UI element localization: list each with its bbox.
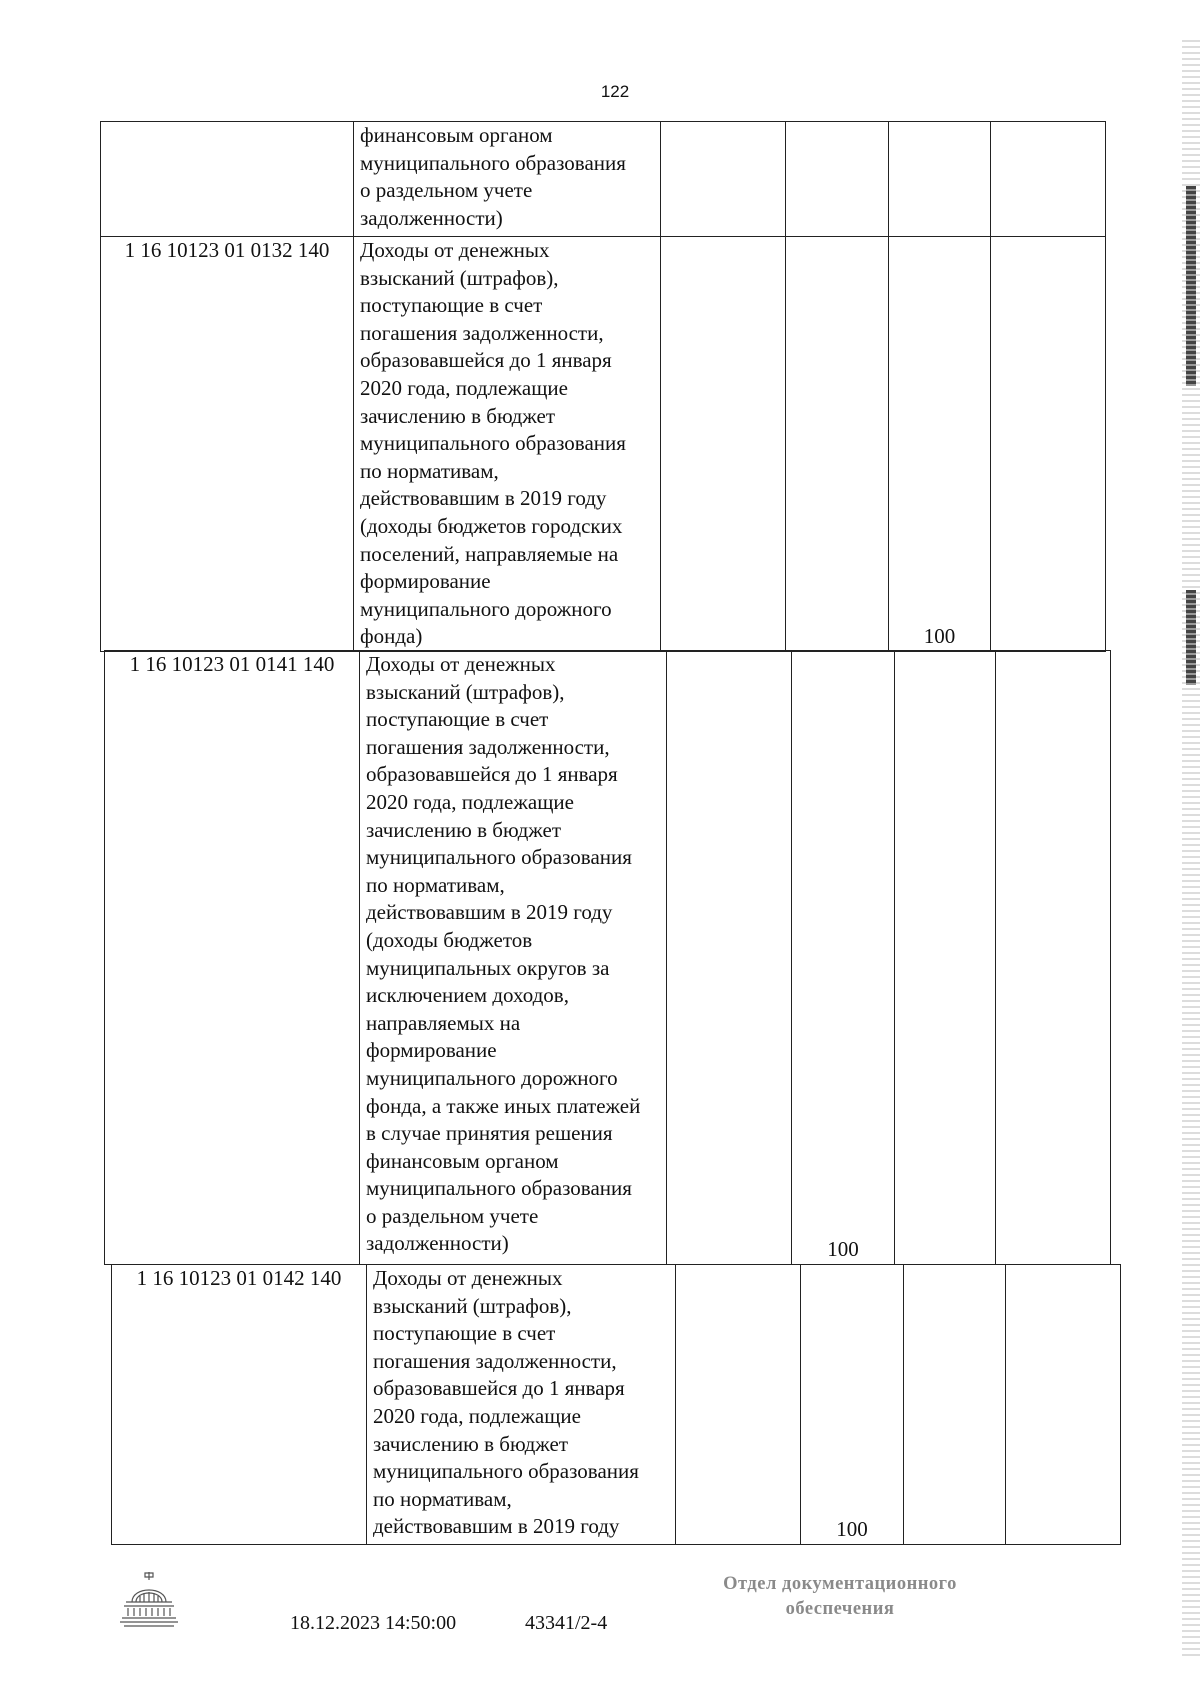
duma-logo-icon: [118, 1568, 180, 1630]
value-cell: [1006, 1265, 1121, 1545]
value-cell: [895, 651, 996, 1265]
value-cell: [661, 122, 786, 237]
value-cell: [904, 1265, 1006, 1545]
value-cell: [889, 122, 991, 237]
value-cell: [667, 651, 792, 1265]
value-cell: [996, 651, 1111, 1265]
budget-code-cell: 1 16 10123 01 0132 140: [101, 237, 354, 652]
value-cell: [991, 122, 1106, 237]
budget-table-part-2: [104, 650, 1111, 1265]
value-cell: 100: [801, 1265, 904, 1545]
budget-table-part-1: [100, 121, 1106, 652]
budget-code-cell: [101, 122, 354, 237]
value-cell: 100: [792, 651, 895, 1265]
value-cell: 100: [889, 237, 991, 652]
table-row: [101, 122, 1106, 237]
value-cell: [661, 237, 786, 652]
budget-table-part-3: [111, 1264, 1121, 1545]
value-cell: [991, 237, 1106, 652]
table-row: [105, 651, 1111, 1265]
description-cell: финансовым органом муниципального образования о раздельном учете задолженности): [354, 122, 661, 237]
document-number: 43341/2-4: [525, 1612, 608, 1634]
registration-datetime: 18.12.2023 14:50:00: [290, 1612, 457, 1634]
department-stamp: [705, 1572, 975, 1622]
value-cell: [786, 237, 889, 652]
table-row: [101, 237, 1106, 652]
description-cell: Доходы от денежных взысканий (штрафов), поступающие в счет погашения задолженности, образовавшейся до 1 января 2020 года, подлежащие зачислению в бюджет муниципального образования по нормативам, действовавшим в 2019 году (доходы бюджетов муниципальных округов за исключением доходов, направляемых на формирование муниципального дорожного фонда, а также иных платежей в случае принятия решения финансовым органом муниципального образования о раздельном учете задолженности): [360, 651, 667, 1265]
budget-code-cell: 1 16 10123 01 0141 140: [105, 651, 360, 1265]
stamp-line: Отдел документационного: [723, 1574, 957, 1594]
description-cell: Доходы от денежных взысканий (штрафов), поступающие в счет погашения задолженности, образовавшейся до 1 января 2020 года, подлежащие зачислению в бюджет муниципального образования по нормативам, действовавшим в 2019 году (доходы бюджетов городских поселений, направляемые на формирование муниципального дорожного фонда): [354, 237, 661, 652]
description-cell: Доходы от денежных взысканий (штрафов), поступающие в счет погашения задолженности, образовавшейся до 1 января 2020 года, подлежащие зачислению в бюджет муниципального образования по нормативам, действовавшим в 2019 году: [367, 1265, 676, 1545]
scan-edge-mark: [1186, 590, 1196, 685]
value-cell: [786, 122, 889, 237]
budget-code-cell: 1 16 10123 01 0142 140: [112, 1265, 367, 1545]
table-row: [112, 1265, 1121, 1545]
scan-edge-mark: [1186, 186, 1196, 386]
stamp-line: обеспечения: [785, 1599, 895, 1619]
value-cell: [676, 1265, 801, 1545]
page-number: 122: [600, 82, 630, 101]
